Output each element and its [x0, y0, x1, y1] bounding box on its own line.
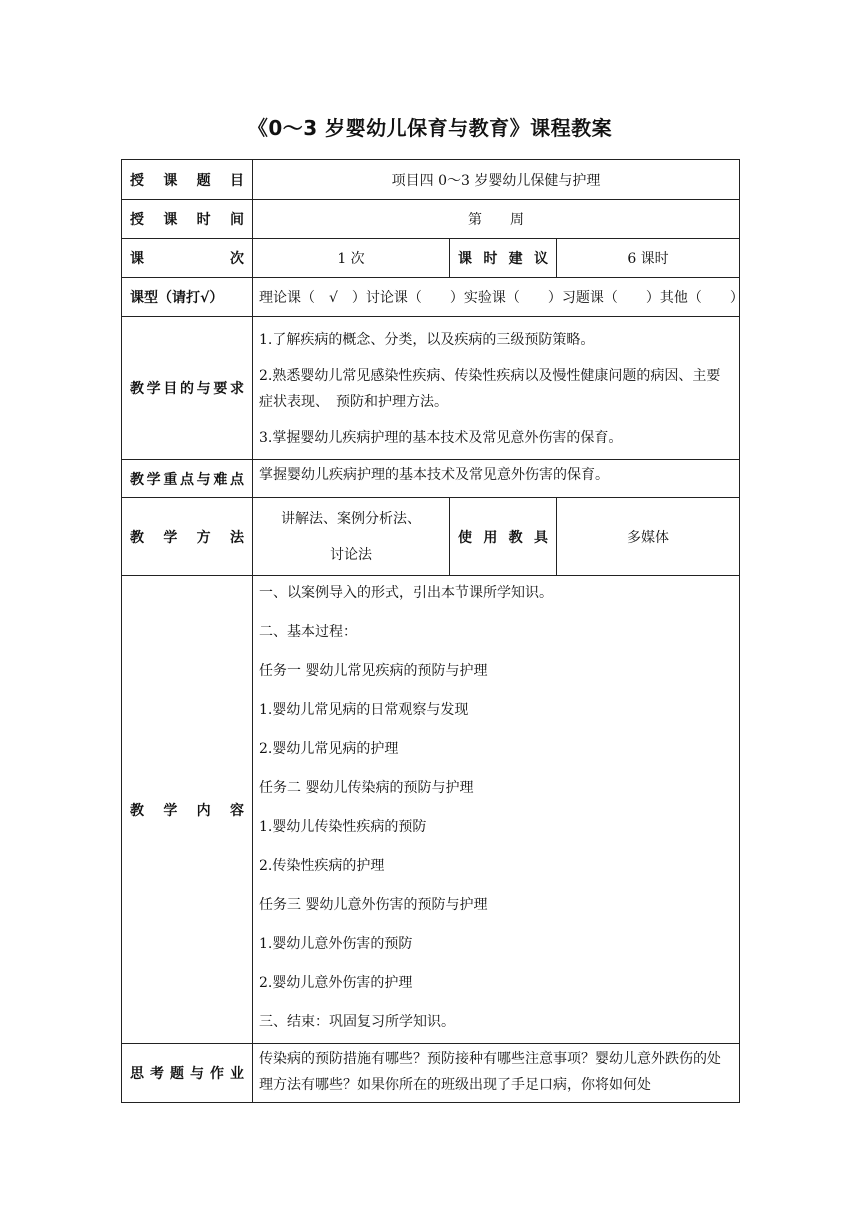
goal-item: 2.熟悉婴幼儿常见感染性疾病、传染性疾病以及慢性健康问题的病因、主要症状表现、 预防和护理方法。	[259, 367, 721, 410]
label-content: 教学内容	[122, 576, 253, 1044]
value-time: 第 周	[253, 200, 740, 239]
content-line: 三、结束：巩固复习所学知识。	[259, 1014, 455, 1030]
row-type	[122, 278, 740, 317]
method-line: 讲解法、案例分析法、	[281, 510, 421, 527]
row-content	[122, 576, 740, 1044]
lesson-plan-table	[121, 159, 744, 1103]
value-hours: 6 课时	[557, 239, 740, 278]
page-title: 《0～3 岁婴幼儿保育与教育》课程教案	[247, 116, 613, 140]
content-line: 任务一 婴幼儿常见疾病的预防与护理	[259, 663, 488, 679]
label-type: 课型（请打√）	[122, 278, 253, 317]
row-focus	[122, 460, 740, 498]
content-cell	[253, 576, 740, 1044]
content-line: 2.传染性疾病的护理	[259, 858, 385, 874]
value-count: 1 次	[253, 239, 450, 278]
label-tools: 使用教具	[450, 498, 557, 576]
label-count: 课次	[122, 239, 253, 278]
value-focus: 掌握婴幼儿疾病护理的基本技术及常见意外伤害的保育。	[253, 460, 740, 498]
content-line: 1.婴幼儿传染性疾病的预防	[259, 819, 427, 835]
row-count	[122, 239, 740, 278]
goal-item: 1.了解疾病的概念、分类，以及疾病的三级预防策略。	[259, 331, 595, 348]
content-line: 二、基本过程：	[259, 624, 357, 640]
content-line: 2.婴幼儿意外伤害的护理	[259, 975, 413, 991]
label-hours: 课时建议	[450, 239, 557, 278]
value-topic: 项目四 0～3 岁婴幼儿保健与护理	[253, 160, 740, 200]
row-homework	[122, 1044, 740, 1103]
goal-item: 3.掌握婴幼儿疾病护理的基本技术及常见意外伤害的保育。	[259, 429, 623, 446]
value-method	[253, 498, 450, 576]
value-type: 理论课（ √ ）讨论课（ ）实验课（ ）习题课（ ）其他（ ）	[253, 278, 740, 317]
content-line: 2.婴幼儿常见病的护理	[259, 741, 399, 757]
value-tools: 多媒体	[557, 498, 740, 576]
content-line: 1.婴幼儿常见病的日常观察与发现	[259, 702, 469, 718]
label-focus: 教学重点与难点	[122, 460, 253, 498]
label-time: 授课时间	[122, 200, 253, 239]
content-line: 1.婴幼儿意外伤害的预防	[259, 936, 413, 952]
label-topic: 授课题目	[122, 160, 253, 200]
row-goals	[122, 317, 740, 460]
value-homework: 传染病的预防措施有哪些？预防接种有哪些注意事项？婴幼儿意外跌伤的处理方法有哪些？如果你所在的班级出现了手足口病，你将如何处	[253, 1044, 740, 1103]
goals-cell	[253, 317, 740, 460]
row-time	[122, 200, 740, 239]
row-topic	[122, 160, 740, 200]
label-method: 教学方法	[122, 498, 253, 576]
content-line: 任务三 婴幼儿意外伤害的预防与护理	[259, 897, 488, 913]
content-line: 一、以案例导入的形式，引出本节课所学知识。	[259, 585, 553, 601]
row-method	[122, 498, 740, 576]
label-homework: 思考题与作业	[122, 1044, 253, 1103]
label-goals: 教学目的与要求	[122, 317, 253, 460]
content-line: 任务二 婴幼儿传染病的预防与护理	[259, 780, 474, 796]
method-line: 讨论法	[330, 546, 372, 563]
